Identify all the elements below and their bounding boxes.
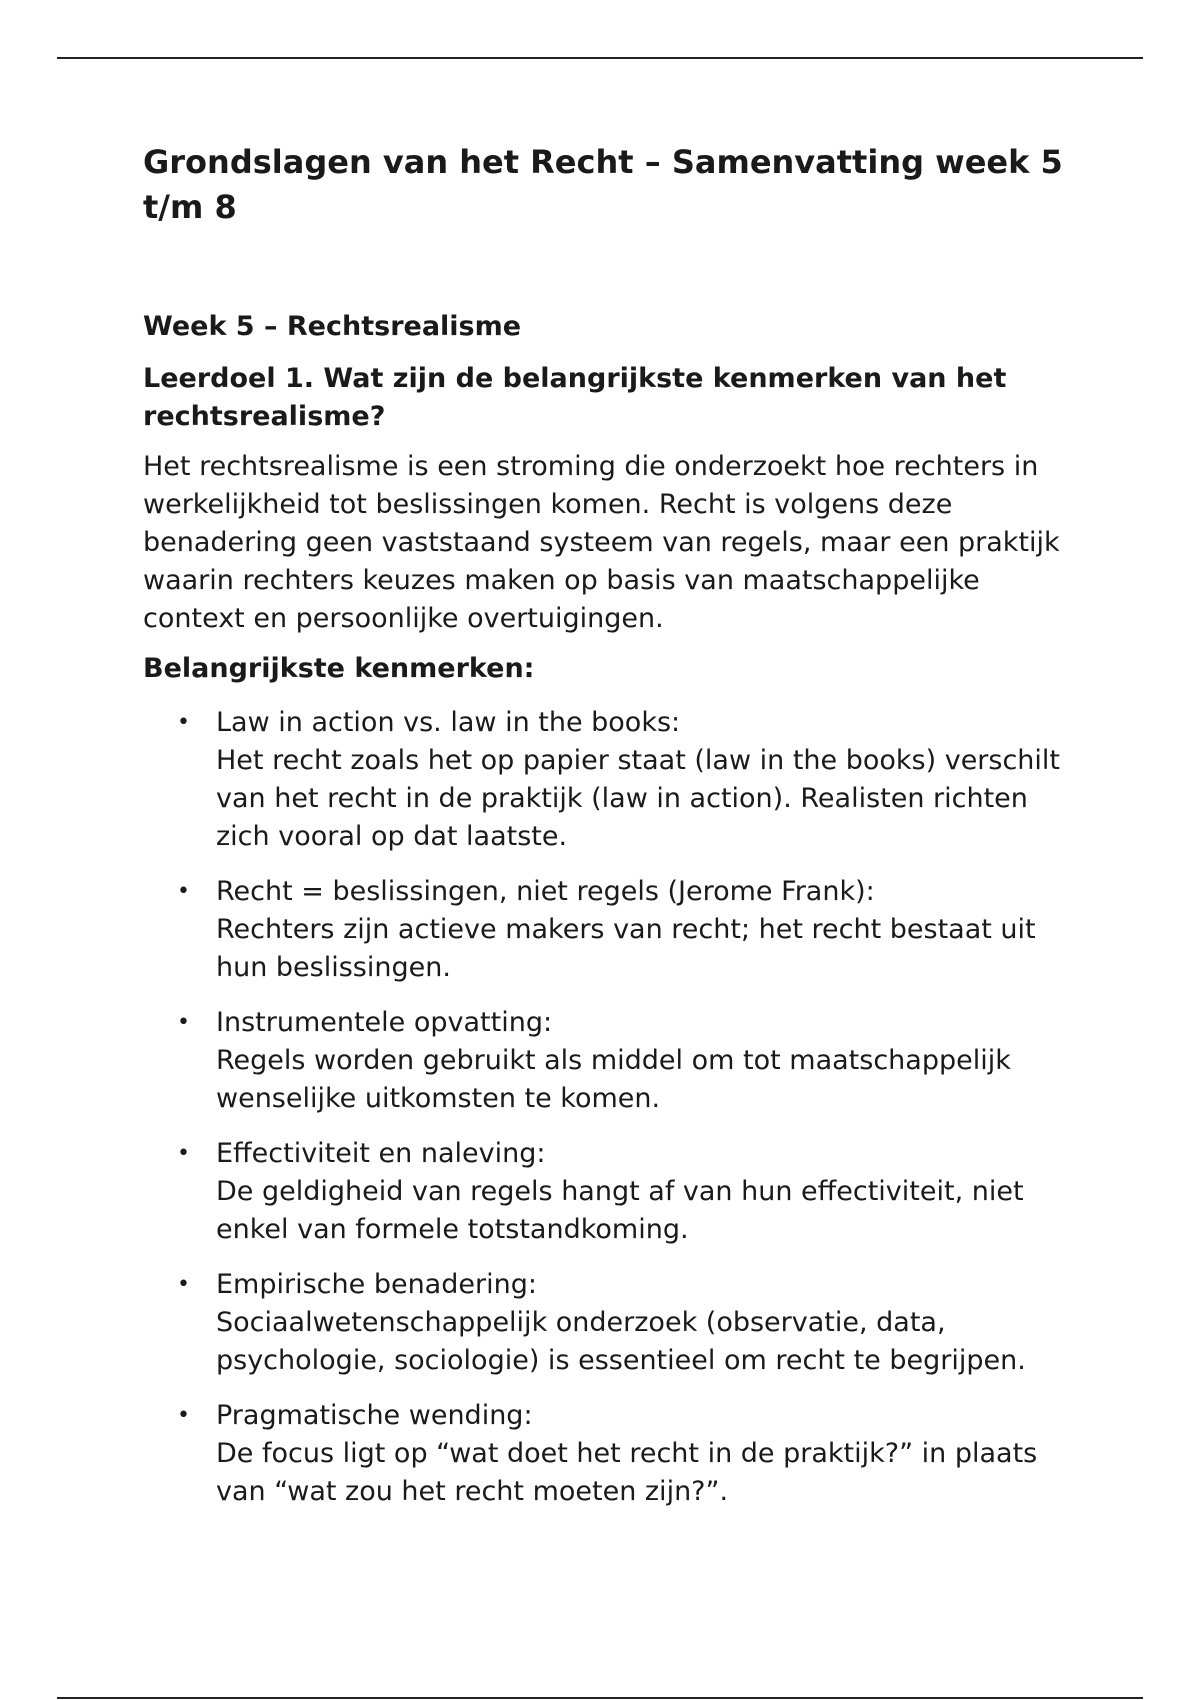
feature-title: Empirische benadering: [216, 1269, 537, 1300]
feature-item [143, 1397, 1063, 1511]
bullet-icon: • [177, 1403, 190, 1428]
features-list [143, 704, 1063, 1511]
feature-item [143, 1266, 1063, 1380]
feature-item [143, 873, 1063, 987]
intro-paragraph: Het rechtsrealisme is een stroming die onderzoekt hoe rechters in werkelijkheid tot beslissingen komen. Recht is volgens deze benadering geen vaststaand systeem van regels, maar een praktijk waarin rechters keuzes maken op basis van maatschappelijke context en persoonlijke overtuigingen. [143, 451, 1060, 634]
week-heading: Week 5 – Rechtsrealisme [143, 311, 522, 342]
feature-text: De geldigheid van regels hangt af van hun effectiviteit, niet enkel van formele totstandkoming. [216, 1176, 1024, 1245]
bullet-icon: • [177, 1010, 190, 1035]
learning-goal-heading: Leerdoel 1. Wat zijn de belangrijkste kenmerken van het rechtsrealisme? [143, 363, 1007, 432]
feature-text: Regels worden gebruikt als middel om tot maatschappelijk wenselijke uitkomsten te komen. [216, 1045, 1011, 1114]
feature-title: Recht = beslissingen, niet regels (Jerome Frank): [216, 876, 875, 907]
feature-text: De focus ligt op “wat doet het recht in de praktijk?” in plaats van “wat zou het recht moeten zijn?”. [216, 1438, 1038, 1507]
document-body [143, 140, 1063, 1528]
bullet-icon: • [177, 1141, 190, 1166]
feature-text: Rechters zijn actieve makers van recht; het recht bestaat uit hun beslissingen. [216, 914, 1036, 983]
footer-rule [57, 1697, 1143, 1699]
features-heading: Belangrijkste kenmerken: [143, 653, 535, 684]
document-title: Grondslagen van het Recht – Samenvatting week 5 t/m 8 [143, 143, 1063, 226]
feature-title: Instrumentele opvatting: [216, 1007, 553, 1038]
bullet-icon: • [177, 879, 190, 904]
bullet-icon: • [177, 710, 190, 735]
feature-title: Effectiviteit en naleving: [216, 1138, 546, 1169]
feature-text: Het recht zoals het op papier staat (law in the books) verschilt van het recht in de praktijk (law in action). Realisten richten zich vooral op dat laatste. [216, 745, 1061, 852]
feature-item [143, 704, 1063, 856]
header-rule [57, 57, 1143, 59]
bullet-icon: • [177, 1272, 190, 1297]
feature-title: Pragmatische wending: [216, 1400, 533, 1431]
feature-item [143, 1004, 1063, 1118]
feature-text: Sociaalwetenschappelijk onderzoek (observatie, data, psychologie, sociologie) is essentieel om recht te begrijpen. [216, 1307, 1026, 1376]
feature-title: Law in action vs. law in the books: [216, 707, 681, 738]
feature-item [143, 1135, 1063, 1249]
